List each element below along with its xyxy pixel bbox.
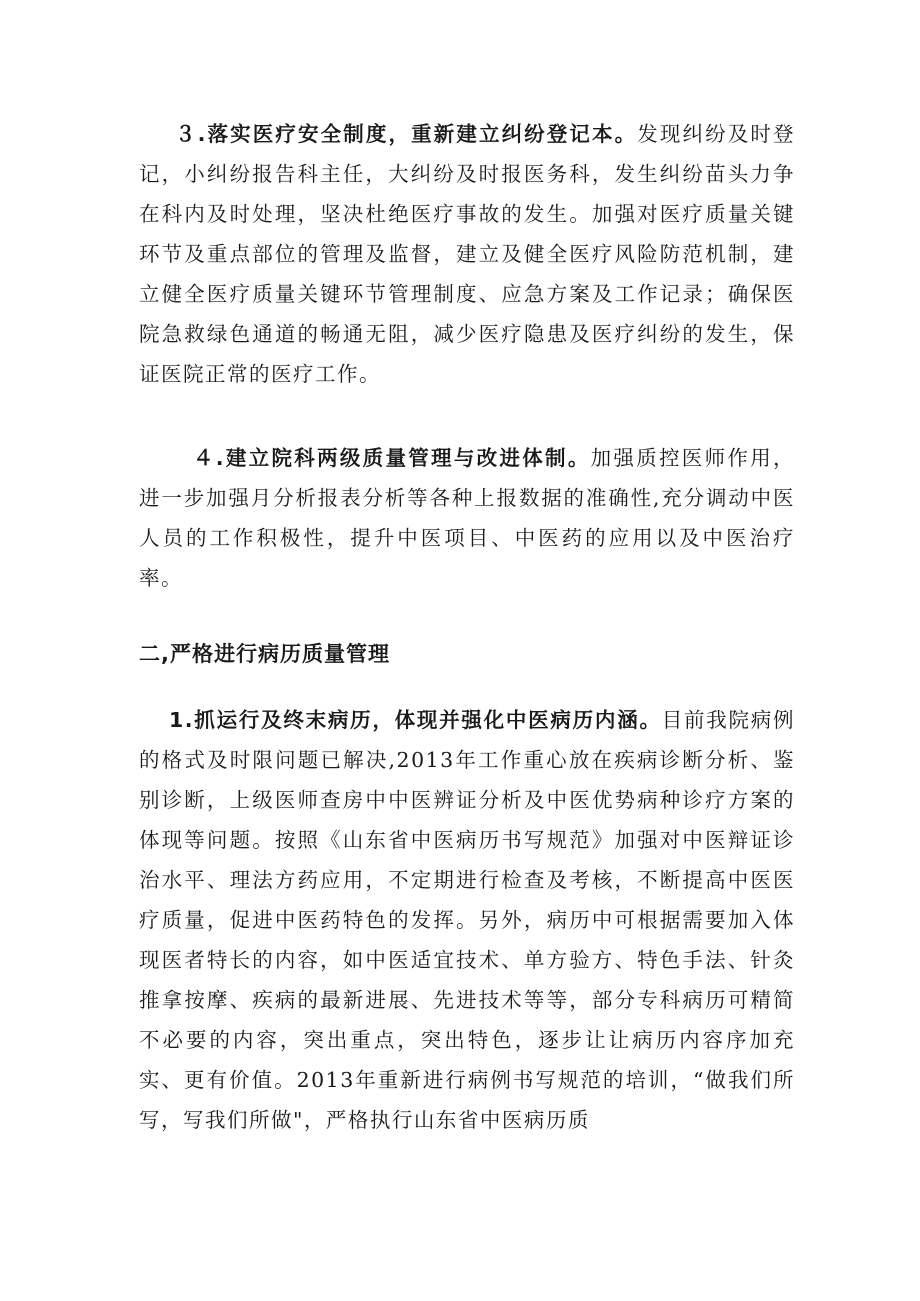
paragraph-item-1 (139, 700, 795, 1140)
paragraph-item-3 (139, 114, 795, 394)
paragraph-lead: ３.落实医疗安全制度，重新建立纠纷登记本。 (175, 122, 638, 146)
paragraph-body: 发现纠纷及时登记，小纠纷报告科主任，大纠纷及时报医务科，发生纠纷苗头力争在科内及时处理，坚决杜绝医疗事故的发生。加强对医疗质量关键环节及重点部位的管理及监督，建立及健全医疗风险防范机制，建立健全医疗质量关键环节管理制度、应急方案及工作记录；确保医院急救绿色通道的畅通无阻，减少医疗隐患及医疗纠纷的发生，保证医院正常的医疗工作。 (139, 122, 795, 386)
paragraph-lead: 1.抓运行及终末病历，体现并强化中医病历内涵。 (169, 708, 662, 732)
paragraph-item-4 (139, 438, 795, 598)
paragraph-body: 加强质控医师作用，进一步加强月分析报表分析等各种上报数据的准确性,充分调动中医人员的工作积极性，提升中医项目、中医药的应用以及中医治疗率。 (139, 446, 795, 590)
paragraph-lead: ４.建立院科两级质量管理与改进体制。 (193, 446, 591, 470)
section-heading: 二,严格进行病历质量管理 (139, 642, 390, 666)
paragraph-body: 目前我院病例的格式及时限问题已解决,2013年工作重心放在疾病诊断分析、鉴别诊断，上级医师查房中中医辨证分析及中医优势病种诊疗方案的体现等问题。按照《山东省中医病历书写规范》加强对中医辩证诊治水平、理法方药应用，不定期进行检查及考核，不断提高中医医疗质量，促进中医药特色的发挥。另外，病历中可根据需要加入体现医者特长的内容，如中医适宜技术、单方验方、特色手法、针灸推拿按摩、疾病的最新进展、先进技术等等，部分专科病历可精简不必要的内容，突出重点，突出特色，逐步让让病历内容序加充实、更有价值。2013年重新进行病例书写规范的培训，“做我们所写，写我们所做"，严格执行山东省中医病历质 (139, 708, 795, 1132)
